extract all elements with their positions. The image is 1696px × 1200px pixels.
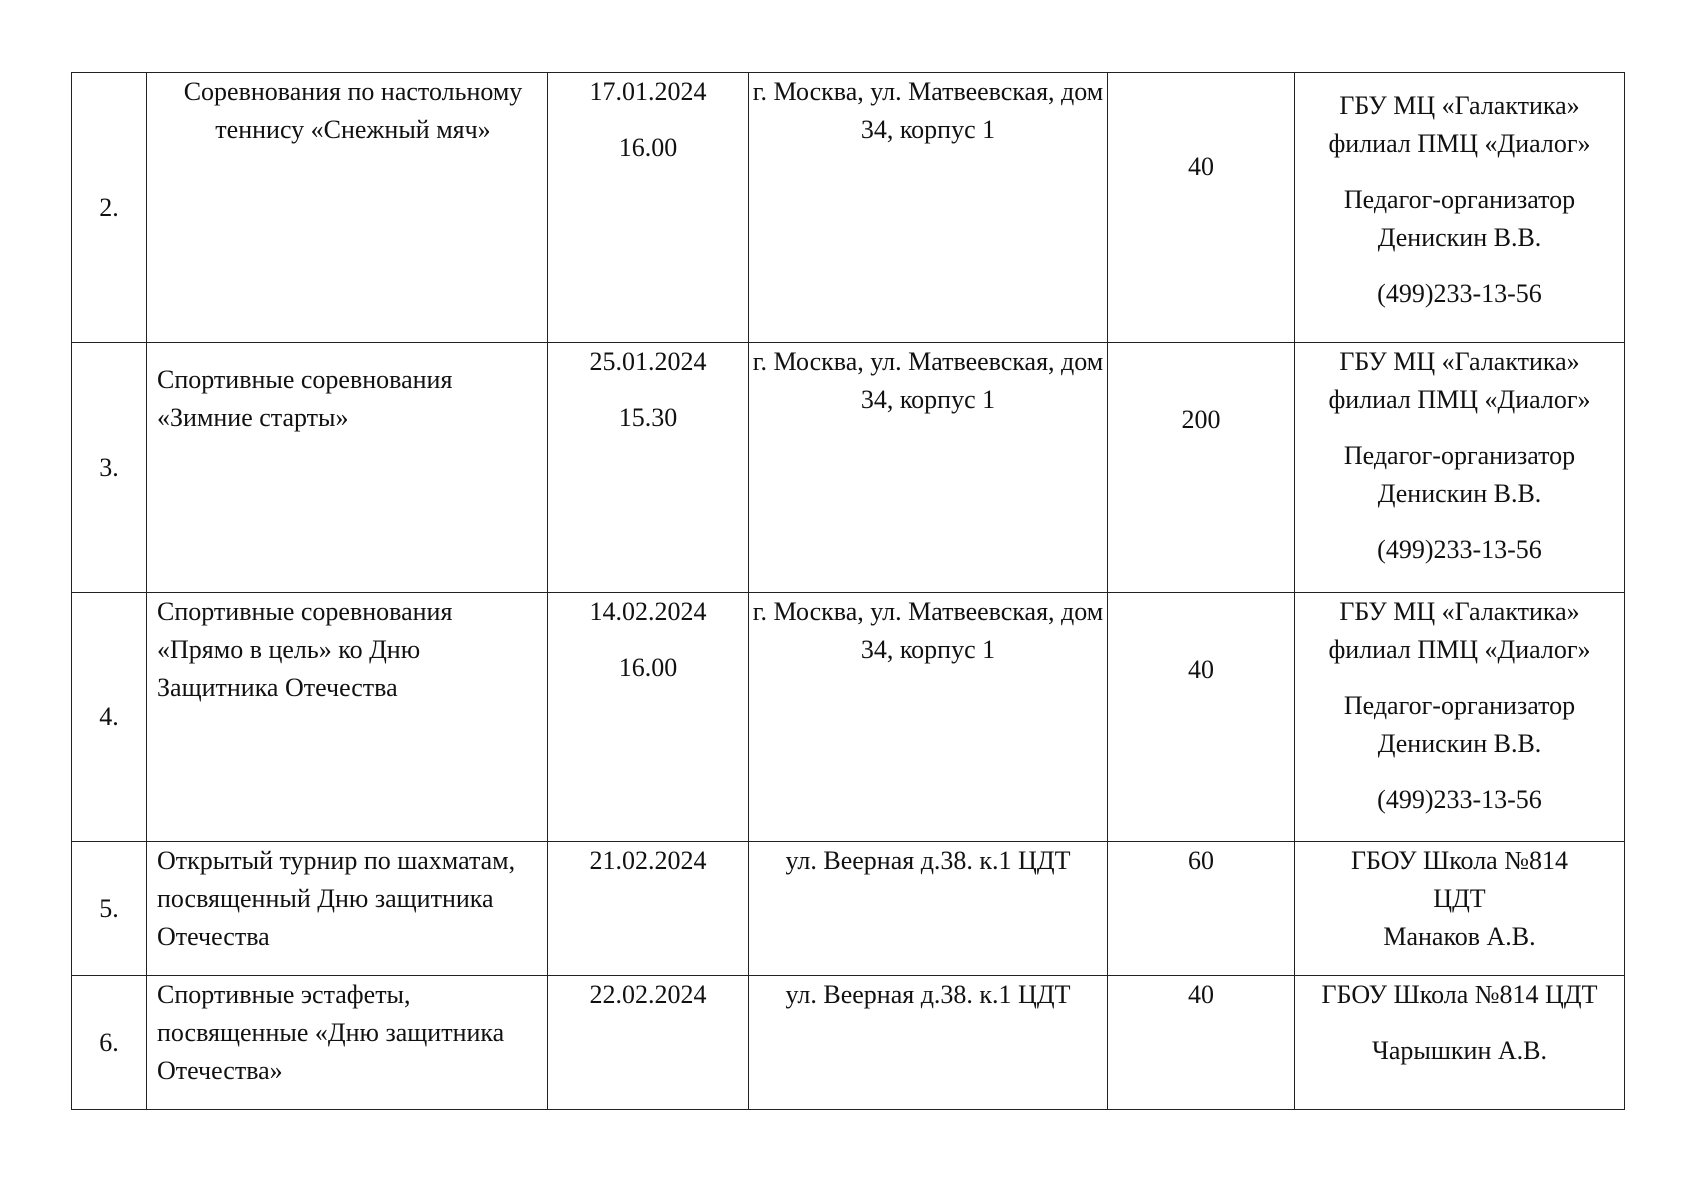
organizer-contact: Педагог-организатор Денискин В.В.: [1343, 185, 1576, 252]
event-name: Спортивные эстафеты, посвященные «Дню защитника Отечества»: [157, 980, 505, 1085]
date-cell: [548, 343, 749, 593]
table-row: [72, 842, 1625, 976]
date-cell: [548, 842, 749, 976]
table-row: [72, 593, 1625, 842]
row-number-cell: [72, 73, 147, 343]
row-number-cell: [72, 343, 147, 593]
event-time: 15.30: [618, 403, 678, 432]
event-name: Открытый турнир по шахматам, посвященный Дню защитника Отечества: [157, 846, 516, 951]
organizer-contact: Педагог-организатор Денискин В.В.: [1343, 691, 1576, 758]
event-date: 22.02.2024: [589, 980, 707, 1009]
count-cell: [1108, 593, 1295, 842]
row-number-cell: [72, 976, 147, 1110]
date-cell: [548, 593, 749, 842]
row-number: 3.: [99, 452, 119, 482]
organizer-contact: Педагог-организатор Денискин В.В.: [1343, 441, 1576, 508]
event-date: 21.02.2024: [589, 846, 707, 875]
participant-count: 60: [1188, 846, 1214, 875]
events-table: [71, 72, 1625, 1110]
organizer-cell: [1295, 593, 1625, 842]
organizer-cell: [1295, 976, 1625, 1110]
place-cell: [749, 976, 1108, 1110]
count-cell: [1108, 343, 1295, 593]
event-cell: [147, 73, 548, 343]
event-date: 25.01.2024: [589, 347, 707, 376]
organizer-name: ГБУ МЦ «Галактика» филиал ПМЦ «Диалог»: [1328, 91, 1591, 158]
event-name: Спортивные соревнования «Прямо в цель» ко Дню Защитника Отечества: [157, 597, 453, 702]
participant-count: 40: [1188, 152, 1214, 181]
count-cell: [1108, 976, 1295, 1110]
organizer-contact: Чарышкин А.В.: [1371, 1036, 1547, 1065]
event-name: Соревнования по настольному теннису «Снежный мяч»: [183, 77, 523, 144]
organizer-name: ГБОУ Школа №814 ЦДТ: [1350, 846, 1569, 913]
event-cell: [147, 593, 548, 842]
event-place: г. Москва, ул. Матвеевская, дом 34, корпус 1: [752, 347, 1104, 414]
table-row: [72, 343, 1625, 593]
organizer-contact: Манаков А.В.: [1383, 922, 1536, 951]
organizer-name: ГБУ МЦ «Галактика» филиал ПМЦ «Диалог»: [1328, 347, 1591, 414]
event-time: 16.00: [618, 133, 678, 162]
participant-count: 200: [1181, 405, 1221, 434]
event-place: ул. Веерная д.38. к.1 ЦДТ: [785, 980, 1071, 1009]
row-number: 6.: [99, 1027, 119, 1057]
row-number-cell: [72, 842, 147, 976]
event-name: Спортивные соревнования «Зимние старты»: [157, 365, 453, 432]
participant-count: 40: [1188, 655, 1214, 684]
event-time: 16.00: [618, 653, 678, 682]
participant-count: 40: [1188, 980, 1214, 1009]
event-cell: [147, 976, 548, 1110]
event-date: 17.01.2024: [589, 77, 707, 106]
row-number: 4.: [99, 702, 119, 731]
organizer-phone: (499)233-13-56: [1377, 279, 1542, 308]
table-row: [72, 73, 1625, 343]
count-cell: [1108, 842, 1295, 976]
place-cell: [749, 73, 1108, 343]
place-cell: [749, 593, 1108, 842]
organizer-cell: [1295, 343, 1625, 593]
event-cell: [147, 842, 548, 976]
organizer-phone: (499)233-13-56: [1377, 785, 1542, 814]
count-cell: [1108, 73, 1295, 343]
event-place: г. Москва, ул. Матвеевская, дом 34, корпус 1: [752, 597, 1104, 664]
date-cell: [548, 73, 749, 343]
organizer-cell: [1295, 842, 1625, 976]
event-date: 14.02.2024: [589, 597, 707, 626]
event-cell: [147, 343, 548, 593]
event-place: ул. Веерная д.38. к.1 ЦДТ: [785, 846, 1071, 875]
organizer-name: ГБОУ Школа №814 ЦДТ: [1321, 980, 1598, 1009]
place-cell: [749, 842, 1108, 976]
organizer-cell: [1295, 73, 1625, 343]
table-row: [72, 976, 1625, 1110]
row-number: 2.: [99, 192, 119, 222]
row-number-cell: [72, 593, 147, 842]
event-place: г. Москва, ул. Матвеевская, дом 34, корпус 1: [752, 77, 1104, 144]
row-number: 5.: [99, 893, 119, 923]
place-cell: [749, 343, 1108, 593]
organizer-phone: (499)233-13-56: [1377, 535, 1542, 564]
date-cell: [548, 976, 749, 1110]
organizer-name: ГБУ МЦ «Галактика» филиал ПМЦ «Диалог»: [1328, 597, 1591, 664]
